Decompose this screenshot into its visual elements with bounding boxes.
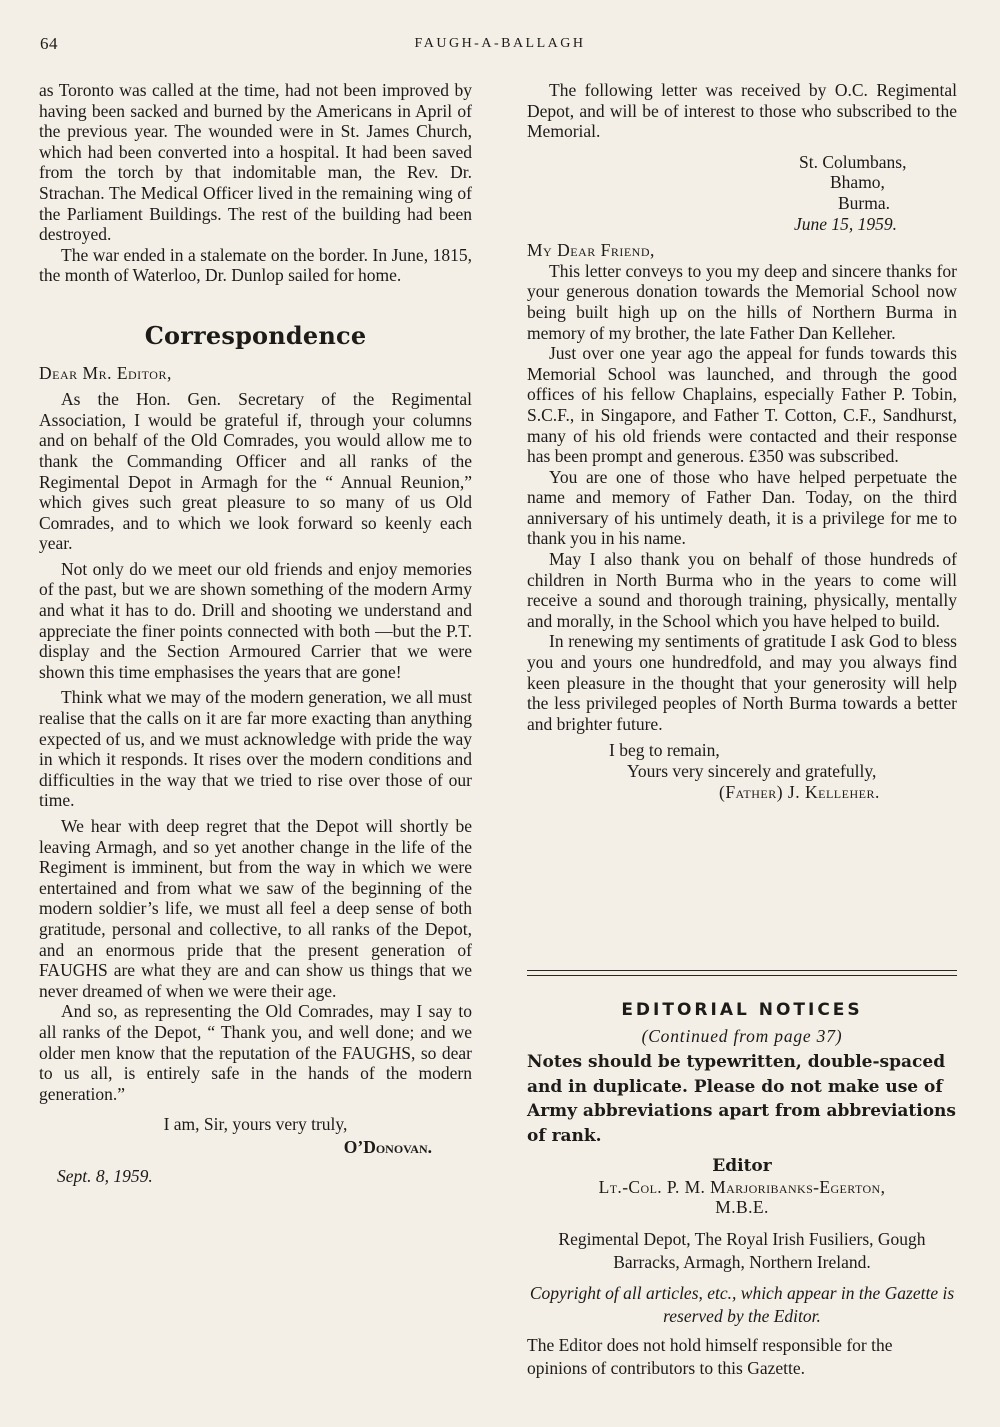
right-column (527, 80, 957, 802)
left-column (39, 80, 472, 1186)
page-number: 64 (40, 34, 58, 53)
running-title: FAUGH-A-BALLAGH (414, 36, 586, 51)
address-line: Bhamo, (830, 172, 885, 193)
article-paragraph: The war ended in a stalemate on the border. In June, 1815, the month of Waterloo, Dr. Dunlop sailed for home. (39, 244, 472, 286)
divider-rule (527, 975, 957, 976)
letter-paragraph: Not only do we meet our old friends and enjoy memories of the past, but we are shown something of the modern Army and what it has to do. Drill and shooting we understand and appreciate the finer points connected with both —but the P.T. display and the Section Armoured Carrier that we were shown this time emphasises the years that are gone! (39, 558, 472, 682)
letter-paragraph: Think what we may of the modern generation, we all must realise that the calls on it are far more exacting than anything expected of us, and we must acknowledge with pride the way in which it responds. It rises over the modern conditions and difficulties in the way that we tried to rise over those of our time. (39, 687, 472, 811)
letter-salutation: My Dear Friend, (527, 240, 655, 261)
letter-paragraph: And so, as representing the Old Comrades, may I say to all ranks of the Depot, “ Thank you, and well done; and we older men know that the reputation of the FAUGHS, so dear to us all, is entirely safe in the hands of the modern generation.” (39, 1001, 472, 1104)
letter-intro: The following letter was received by O.C. Regimental Depot, and will be of interest to those who subscribed to the Memorial. (527, 80, 957, 142)
notices-continued: (Continued from page 37) (641, 1025, 843, 1046)
letter-closing: I am, Sir, yours very truly, (163, 1114, 348, 1135)
letter-signer: O’Donovan. (343, 1136, 432, 1157)
letter-closing: Yours very sincerely and gratefully, (627, 761, 877, 781)
notices-title: EDITORIAL NOTICES (621, 1000, 863, 1020)
address-date: June 15, 1959. (794, 213, 898, 234)
address-line: Burma. (838, 192, 891, 213)
divider-rule (527, 970, 957, 971)
letter-paragraph: You are one of those who have helped perpetuate the name and memory of Father Dan. Today, on the third anniversary of his untimely death, it is a privilege for me to thank you in his name. (527, 466, 957, 549)
letter-signer: (Father) J. Kelleher. (719, 781, 880, 802)
letter-salutation: Dear Mr. Editor, (39, 362, 172, 383)
editor-honours: M.B.E. (715, 1197, 769, 1218)
editorial-notices (527, 1000, 957, 1380)
responsibility-notice: The Editor does not hold himself responsible for the opinions of contributors to this Gazette. (527, 1334, 893, 1378)
editor-name: Lt.-Col. P. M. Marjoribanks-Egerton, (598, 1176, 886, 1197)
editor-label: Editor (712, 1156, 772, 1177)
letter-paragraph: In renewing my sentiments of gratitude I ask God to bless you and yours one hundredfold, and may you always find keen pleasure in the thought that your generosity will help the less privileged peoples of North Burma towards a better and brighter future. (527, 631, 957, 734)
copyright-notice: Copyright of all articles, etc., which appear in the Gazette is reserved by the Editor. (529, 1282, 955, 1326)
editor-address: Regimental Depot, The Royal Irish Fusiliers, Gough Barracks, Armagh, Northern Ireland. (558, 1228, 926, 1272)
article-continuation: as Toronto was called at the time, had not been improved by having been sacked and burned by the Americans in April of the previous year. The wounded were in St. James Church, which had been converted into a hospital. It had been saved from the torch by that indomitable man, the Rev. Dr. Strachan. The Medical Officer lived in the remaining wing of the Parliament Buildings. The rest of the building had been destroyed. (39, 80, 472, 245)
letter-paragraph: May I also thank you on behalf of those hundreds of children in North Burma who in the years to come will receive a sound and thorough training, physically, mentally and morally, in the School which you have helped to build. (527, 549, 957, 631)
section-heading: Correspondence (144, 320, 367, 350)
letter-paragraph: As the Hon. Gen. Secretary of the Regimental Association, I would be grateful if, through your columns and on behalf of the Old Comrades, you would allow me to thank the Commanding Officer and all ranks of the Regimental Depot in Armagh for the “ Annual Reunion,” which gives such great pleasure to so many of us Old Comrades, and to which we look forward so keenly each year. (39, 389, 472, 554)
letter-paragraph: This letter conveys to you my deep and sincere thanks for your generous donation towards the Memorial School now being built high up on the hills of Northern Burma in memory of my brother, the late Father Dan Kelleher. (527, 260, 957, 343)
letter-date: Sept. 8, 1959. (57, 1165, 153, 1186)
letter-closing: I beg to remain, (609, 740, 720, 761)
address-line: St. Columbans, (799, 151, 907, 172)
letter-paragraph: We hear with deep regret that the Depot will shortly be leaving Armagh, and so yet another change in the life of the Regiment is imminent, but from the way in which we were entertained and from what we saw of the beginning of the modern soldier’s life, we must all feel a deep sense of both gratitude, personal and collective, to all ranks of the Depot, and an enormous pride that the present generation of FAUGHS are what they are and can show us things that we never dreamed of when we were their age. (39, 816, 472, 1001)
letter-paragraph: Just over one year ago the appeal for funds towards this Memorial School was launched, and through the good offices of his fellow Chaplains, especially Father P. Tobin, S.C.F., in Singapore, and Father T. Cotton, C.F., Sandhurst, many of his old friends were contacted and their response has been prompt and generous. £350 was subscribed. (527, 343, 957, 467)
notices-instructions: Notes should be typewritten, double-spaced and in duplicate. Please do not make use of Army abbreviations apart from abbreviations of rank. (527, 1052, 956, 1146)
